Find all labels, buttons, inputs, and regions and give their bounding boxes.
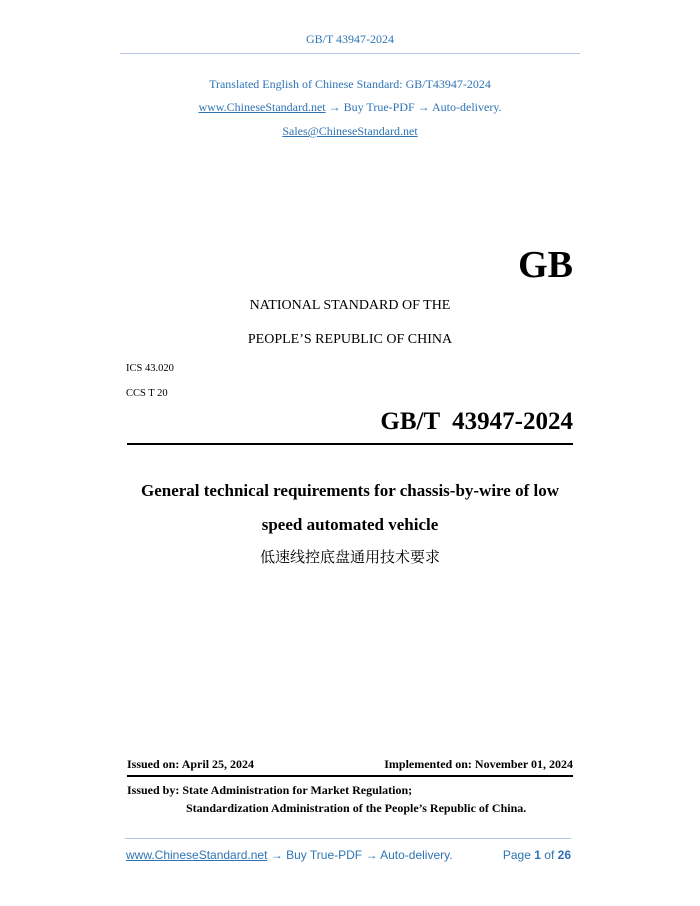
national-standard-line2: PEOPLE’S REPUBLIC OF CHINA xyxy=(247,332,453,347)
page-indicator xyxy=(503,848,571,862)
standard-number: GB/T 43947-2024 xyxy=(380,408,573,435)
promo-purchase-line xyxy=(0,100,700,115)
issued-by-line2: Standardization Administration of the People’s Republic of China. xyxy=(186,801,527,815)
promo-translation-line: Translated English of Chinese Standard: GB/T43947-2024 xyxy=(209,77,491,91)
title-chinese: 低速线控底盘通用技术要求 xyxy=(259,548,440,566)
footer-purchase-line xyxy=(126,848,453,862)
issue-rule xyxy=(127,775,573,777)
title-line1: General technical requirements for chassis-by-wire of low xyxy=(140,481,560,500)
footer-divider xyxy=(125,838,571,839)
page-total: 26 xyxy=(557,848,571,862)
page-of: of xyxy=(544,848,555,862)
site-link[interactable]: www.ChineseStandard.net xyxy=(198,100,326,114)
gb-logo: GB xyxy=(518,244,573,286)
footer-site-link[interactable]: www.ChineseStandard.net xyxy=(126,848,268,862)
email-link[interactable]: Sales@ChineseStandard.net xyxy=(282,124,418,138)
national-standard-line1: NATIONAL STANDARD OF THE xyxy=(249,298,451,313)
page-current: 1 xyxy=(534,848,541,862)
footer-purchase-text: → Buy True-PDF → Auto-delivery. xyxy=(267,848,453,862)
page-label: Page xyxy=(502,848,531,862)
title-line2: speed automated vehicle xyxy=(261,515,439,534)
implemented-on-date: Implemented on: November 01, 2024 xyxy=(384,757,573,771)
running-header: GB/T 43947-2024 xyxy=(305,32,395,46)
issued-by-line1: Issued by: State Administration for Market Regulation; xyxy=(127,783,413,797)
issued-on-date: Issued on: April 25, 2024 xyxy=(127,757,255,771)
promo-purchase-text: → Buy True-PDF → Auto-delivery. xyxy=(325,100,502,114)
promo-email-line xyxy=(0,124,700,139)
title-rule xyxy=(127,443,573,445)
ics-code: ICS 43.020 xyxy=(126,363,174,374)
ccs-code: CCS T 20 xyxy=(126,388,168,399)
header-divider xyxy=(120,53,580,54)
